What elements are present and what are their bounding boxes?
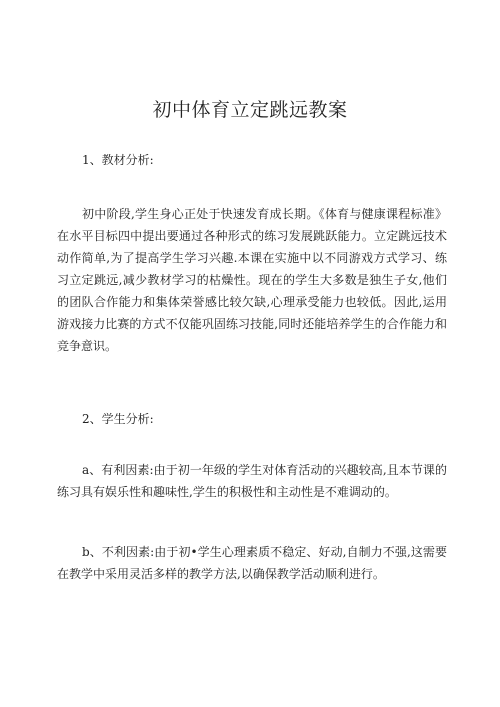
document-title: 初中体育立定跳远教案 [152, 99, 348, 121]
paragraph-textbook-analysis: 初中阶段,学生身心正处于快速发育成长期。《体育与健康课程标准》在水平目标四中提出要通过各种形式的练习发展跳跃能力。立定跳远技术动作简单,为了提高学生学习兴趣.本课在实施中以不同游戏方式学习、练习立定跳远,减少教材学习的枯燥性。现在的学生大多数是独生子女,他们的团队合作能力和集体荣誉感比较欠缺,心理承受能力也较低。因此,运用游戏接力比赛的方式不仅能巩固练习技能,同时还能培养学生的合作能力和竞争意识。 [57, 207, 447, 353]
paragraph-favorable-factors: a、有利因素:由于初一年级的学生对体育活动的兴趣较高,且本节课的练习具有娱乐性和趣味性,学生的积极性和主动性是不难调动的。 [57, 463, 447, 499]
section-heading-textbook-analysis: 1、教材分析: [82, 153, 154, 167]
paragraph-unfavorable-factors: b、不利因素:由于初•学生心理素质不稳定、好动,自制力不强,这需要在教学中采用灵活多样的教学方法,以确保教学活动顺利进行。 [57, 545, 447, 581]
section-heading-student-analysis: 2、学生分析: [82, 412, 154, 426]
